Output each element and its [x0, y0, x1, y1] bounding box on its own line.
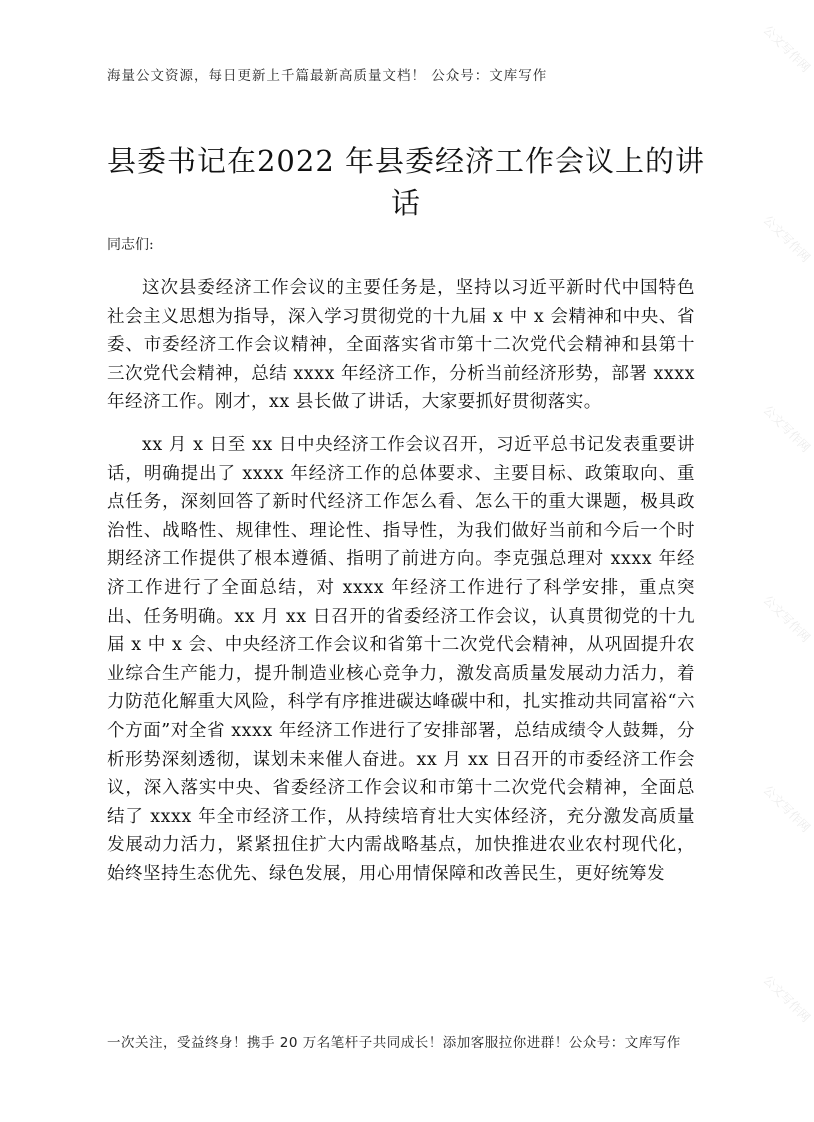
watermark-text: 公文写作网: [760, 402, 813, 456]
watermark-text: 公文写作网: [760, 22, 813, 76]
document-title: 县委书记在2022 年县委经济工作会议上的讲话: [106, 144, 706, 220]
document-body: [107, 274, 695, 902]
watermark-text: 公文写作网: [760, 782, 813, 836]
watermark-text: 公文写作网: [760, 212, 813, 266]
body-paragraph: xx 月 x 日至 xx 日中央经济工作会议召开，习近平总书记发表重要讲话，明确提出了 xxxx 年经济工作的总体要求、主要目标、政策取向、重点任务，深刻回答了新时代经济工作怎么看、怎么干的重大课题，极具政治性、战略性、规律性、理论性、指导性，为我们做好当前和今后一个时期经济工作提供了根本遵循、指明了前进方向。李克强总理对 xxxx 年经济工作进行了全面总结，对 xxxx 年经济工作进行了科学安排，重点突出、任务明确。xx 月 xx 日召开的省委经济工作会议，认真贯彻党的十九届 x 中 x 会、中央经济工作会议和省第十二次党代会精神，从巩固提升农业综合生产能力，提升制造业核心竞争力，激发高质量发展动力活力，着力防范化解重大风险，科学有序推进碳达峰碳中和，扎实推动共同富裕“六个方面”对全省 xxxx 年经济工作进行了安排部署，总结成绩令人鼓舞，分析形势深刻透彻，谋划未来催人奋进。xx 月 xx 日召开的市委经济工作会议，深入落实中央、省委经济工作会议和市第十二次党代会精神，全面总结了 xxxx 年全市经济工作，从持续培育壮大实体经济，充分激发高质量发展动力活力，紧紧扭住扩大内需战略基点，加快推进农业农村现代化，始终坚持生态优先、绿色发展，用心用情保障和改善民生，更好统筹发: [107, 434, 695, 884]
watermark: [757, 0, 813, 1122]
salutation: 同志们:: [107, 237, 154, 253]
footer-note: 一次关注，受益终身！携手 20 万名笔杆子共同成长！添加客服拉你进群！公众号：文库写作: [107, 1035, 681, 1051]
watermark-text: 公文写作网: [760, 592, 813, 646]
body-paragraph: 这次县委经济工作会议的主要任务是，坚持以习近平新时代中国特色社会主义思想为指导，深入学习贯彻党的十九届 x 中 x 会精神和中央、省委、市委经济工作会议精神，全面落实省市第十二次党代会精神和县第十三次党代会精神，总结 xxxx 年经济工作，分析当前经济形势，部署 xxxx 年经济工作。刚才，xx 县长做了讲话，大家要抓好贯彻落实。: [107, 278, 695, 413]
watermark-text: 公文写作网: [760, 972, 813, 1026]
header-note: 海量公文资源，每日更新上千篇最新高质量文档！ 公众号：文库写作: [107, 68, 548, 84]
